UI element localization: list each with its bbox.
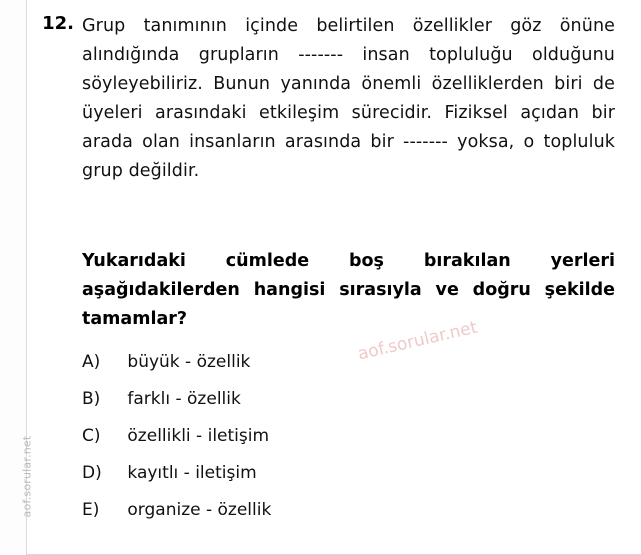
question-prompt: Yukarıdaki cümlede boş bırakılan yerleri aşağıdakilerden hangisi sırasıyla ve doğru şekilde tamamlar?: [82, 251, 615, 329]
question-block: [26, 0, 641, 555]
option-a[interactable]: [82, 352, 602, 389]
option-c[interactable]: [82, 426, 602, 463]
option-b-text: farklı - özellik: [127, 389, 241, 409]
option-b-letter: B): [82, 389, 101, 409]
answer-options: [82, 352, 602, 537]
question-stem: [82, 12, 615, 186]
option-e[interactable]: [82, 500, 602, 537]
left-margin-strip: [0, 0, 34, 555]
option-b[interactable]: [82, 389, 602, 426]
question-stem-text: Grup tanımının içinde belirtilen özellikler göz önüne alındığında grupların ------- insan topluluğu olduğunu söyleyebiliriz. Bunun yanında önemli özelliklerden biri de üyeleri arasındaki etkileşim sürecidir. Fiziksel açıdan bir arada olan insanların arasında bir ------- yoksa, o topluluk grup değildir.: [82, 16, 615, 181]
side-watermark: aof.sorular.net: [20, 435, 34, 518]
option-e-text: organize - özellik: [127, 500, 272, 520]
option-e-letter: E): [82, 500, 100, 520]
option-c-text: özellikli - iletişim: [127, 426, 270, 446]
question-number: 12.: [42, 13, 74, 34]
option-c-letter: C): [82, 426, 101, 446]
option-d-text: kayıtlı - iletişim: [127, 463, 257, 483]
option-a-text: büyük - özellik: [127, 352, 251, 372]
diagonal-watermark: aof.sorular.net: [356, 317, 480, 365]
option-a-letter: A): [82, 352, 101, 372]
option-d[interactable]: [82, 463, 602, 500]
option-d-letter: D): [82, 463, 102, 483]
